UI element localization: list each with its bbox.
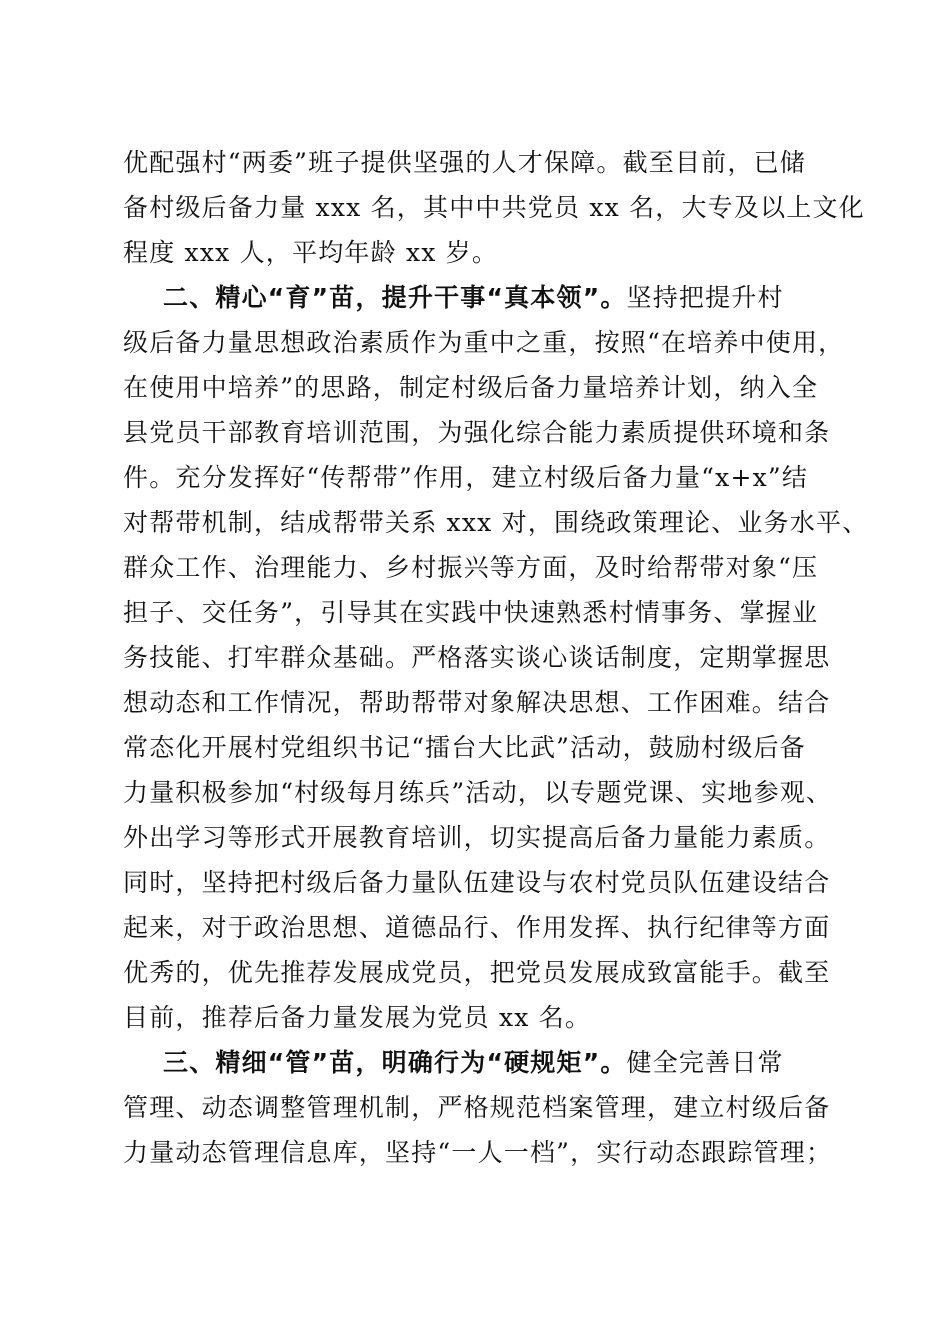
paragraph-line: 备村级后备力量 xxx 名，其中中共党员 xx 名，大专及以上文化: [123, 193, 865, 222]
section-text: 健全完善日常: [626, 1048, 784, 1077]
paragraph-line: 级后备力量思想政治素质作为重中之重，按照“在培养中使用，: [123, 328, 845, 357]
paragraph-line: 起来，对于政治思想、道德品行、作用发挥、执行纪律等方面: [123, 913, 831, 942]
paragraph-line: 优秀的，优先推荐发展成党员，把党员发展成致富能手。截至: [123, 958, 831, 987]
section-heading: 三、精细“管”苗，明确行为“硬规矩”。: [163, 1048, 627, 1077]
paragraph-line: 常态化开展村党组织书记“擂台大比武”活动，鼓励村级后备: [123, 733, 806, 762]
paragraph-line: 管理、动态调整管理机制，严格规范档案管理，建立村级后备: [123, 1093, 831, 1122]
paragraph-line: 外出学习等形式开展教育培训，切实提高后备力量能力素质。: [123, 823, 831, 852]
paragraph-line: 优配强村“两委”班子提供坚强的人才保障。截至目前，已储: [123, 148, 806, 177]
section-first-line: [163, 283, 784, 313]
paragraph-line: 县党员干部教育培训范围，为强化综合能力素质提供环境和条: [123, 418, 831, 447]
paragraph-line: 程度 xxx 人，平均年龄 xx 岁。: [123, 238, 499, 267]
section-text: 坚持把提升村: [626, 283, 784, 312]
paragraph-line: 在使用中培养”的思路，制定村级后备力量培养计划，纳入全: [123, 373, 819, 402]
paragraph-line: 担子、交任务”，引导其在实践中快速熟悉村情事务、掌握业: [123, 598, 819, 627]
paragraph-line: 力量动态管理信息库，坚持“一人一档”，实行动态跟踪管理；: [123, 1138, 833, 1167]
paragraph-line: 务技能、打牢群众基础。严格落实谈心谈话制度，定期掌握思: [123, 643, 831, 672]
paragraph-line: 件。充分发挥好“传帮带”作用，建立村级后备力量“x+x”结: [123, 463, 809, 492]
paragraph-line: 对帮带机制，结成帮带关系 xxx 对，围绕政策理论、业务水平、: [123, 508, 869, 537]
section-first-line: [163, 1048, 784, 1078]
paragraph-line: 目前，推荐后备力量发展为党员 xx 名。: [123, 1003, 592, 1032]
paragraph-line: 想动态和工作情况，帮助帮带对象解决思想、工作困难。结合: [123, 688, 831, 717]
paragraph-line: 力量积极参加“村级每月练兵”活动，以专题党课、实地参观、: [123, 778, 833, 807]
paragraph-line: 同时，坚持把村级后备力量队伍建设与农村党员队伍建设结合: [123, 868, 831, 897]
section-heading: 二、精心“育”苗，提升干事“真本领”。: [163, 283, 627, 312]
paragraph-line: 群众工作、治理能力、乡村振兴等方面，及时给帮带对象“压: [123, 553, 819, 582]
